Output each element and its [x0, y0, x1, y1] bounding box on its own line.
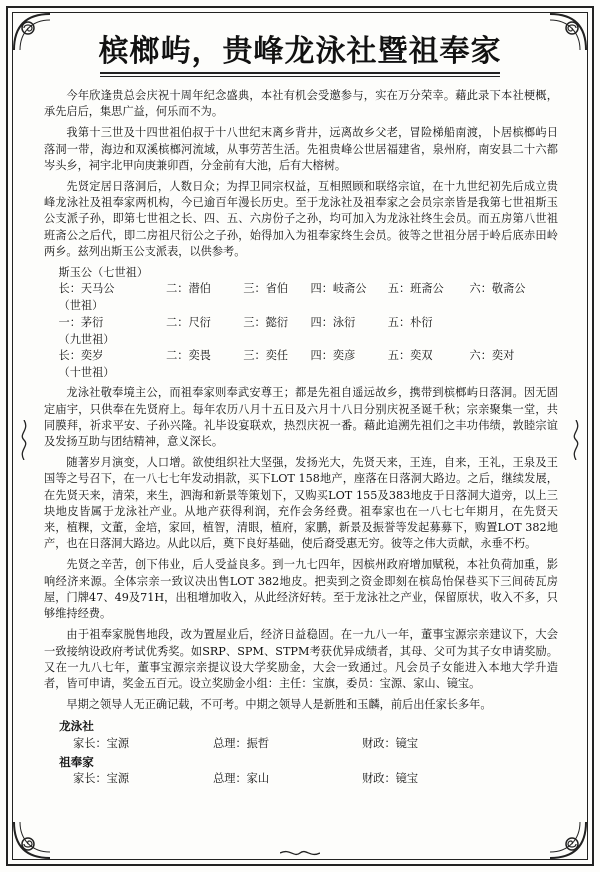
lineage-row-gen7: [44, 281, 558, 297]
lineage-cell: 三：省伯: [243, 282, 289, 296]
lineage-cell: 二：潜伯: [166, 282, 211, 296]
lineage-root: 斯玉公（七世祖）: [58, 266, 149, 280]
lineage-cell: 六：奕对: [469, 349, 515, 363]
paragraph: 由于祖奉家脱售地段，改为置屋业后，经济日益稳固。在一九八一年，董事宝源宗亲建议下，大会一致接纳设政府考试优秀奖。如SRP、SPM、STPM考获优异成绩者，其母、父可为其子女申请奖励。又在一九八七年，董事宝源宗亲提议设大学奖励金，大会一致通过。凡会员子女能进入本地大学升造者，皆可申请，奖金五百元。设立奖励金小组：主任：宝旗，委员：宝源、家山、镜宝。: [44, 628, 558, 690]
officer-treasurer: 财政：镜宝: [362, 736, 419, 750]
lineage-cell: 一：茅衍: [58, 315, 104, 329]
lineage-cell: 长：奕岁: [58, 349, 104, 363]
lineage-cell: 三：懿衍: [243, 315, 289, 329]
title-rule: [100, 72, 500, 77]
officer-row: [44, 771, 558, 787]
side-ornament-icon: [570, 420, 582, 460]
lineage-cell: 四：岐斋公: [310, 282, 367, 296]
corner-ornament-icon: [546, 818, 590, 862]
lineage-cell: 四：奕彦: [310, 349, 356, 363]
officer-manager: 总理：家山: [213, 771, 270, 785]
org-name: 祖奉家: [59, 754, 94, 769]
lineage-gen-label: （九世祖）: [58, 332, 115, 346]
officer-manager: 总理：振哲: [213, 736, 270, 750]
lineage-cell: 长：天马公: [58, 282, 115, 296]
lineage-cell: 二：尺衍: [166, 315, 211, 329]
corner-ornament-icon: [546, 10, 590, 54]
org-name: 龙泳社: [59, 719, 94, 734]
corner-ornament-icon: [10, 818, 54, 862]
lineage-gen-label: （十世祖）: [58, 366, 115, 380]
lineage-row-gen9: [44, 348, 558, 364]
page-title: 槟榔屿，贵峰龙泳社暨祖奉家: [98, 34, 502, 69]
paragraph: 今年欣逢贵总会庆祝十周年纪念盛典，本社有机会受邀参与，实在万分荣幸。藉此录下本社梗概，承先启后，集思广益，何乐而不为。: [44, 89, 558, 119]
lineage-cell: 五：奕双: [387, 349, 433, 363]
side-ornament-icon: [18, 420, 30, 460]
lineage-cell: 四：泳衍: [310, 315, 356, 329]
officer-head: 家长：宝源: [73, 771, 130, 785]
paragraph: 先贤之辛苦，创下伟业，后人受益良多。到一九七四年，因槟州政府增加赋税，本社负荷加重，影响经济来源。全体宗亲一致议决出售LOT 382地皮。把卖到之资金即刻在槟岛怡保巷买下三间砖瓦房屋，门牌47、49及71H，出租增加收入，从此经济好转。至于龙泳社之产业，保留原状，收入不多，只够维持经费。: [44, 558, 558, 621]
lineage-cell: 五：朴衍: [387, 315, 433, 329]
paragraph: 龙泳社敬奉境主公，而祖奉家则奉武安尊王；都是先祖自遥远故乡，携带到槟榔屿日落洞。因无固定庙宇，只供奉在先贤府上。每年农历八月十五日及六月十八日分别庆祝圣诞千秋；宗亲聚集一堂，共同膜拜，祈求平安、子孙兴隆。礼毕设宴联欢，热烈庆祝一番。藉此追溯先祖们之丰功伟绩，敦睦宗谊及发扬互助与团结精神，意义深长。: [44, 386, 558, 449]
corner-ornament-icon: [10, 10, 54, 54]
paragraph: 早期之领导人无正确记载，不可考。中期之领导人是新胜和玉麟，前后出任家长多年。: [66, 698, 492, 712]
lineage-cell: 三：奕任: [243, 349, 289, 363]
lineage-cell: 二：奕畏: [166, 349, 211, 363]
lineage-table: [44, 265, 558, 381]
officer-treasurer: 财政：镜宝: [362, 771, 419, 785]
officer-row: [44, 736, 558, 752]
lineage-cell: 六：敬斋公: [469, 282, 526, 296]
officer-head: 家长：宝源: [73, 736, 130, 750]
paragraph: 我第十三世及十四世祖伯叔于十八世纪末离乡背井，远离故乡父老，冒险梯船南渡，卜居槟榔屿日落洞一带，海边和双溪槟榔河流域，从事劳苦生活。先祖贵峰公世居福建省，泉州府，南安县二十六都岑头乡，祠宇北甲向庚兼卯酉，分金前有大池，后有大榕树。: [44, 126, 558, 172]
article-body: [44, 88, 558, 789]
lineage-gen-label: （世祖）: [58, 299, 104, 313]
officers-list: [44, 718, 558, 787]
bottom-ornament-icon: [280, 848, 320, 858]
lineage-cell: 五：班斋公: [387, 282, 444, 296]
paragraph: 先贤定居日落洞后，人数日众；为捍卫同宗权益，互相照顾和联络宗谊，在十九世纪初先后成立贵峰龙泳社及祖奉家两机构，今已逾百年漫长历史。至于龙泳社及祖奉家之会员宗亲皆是我第七世祖斯玉公支派子孙，即第七世祖之长、四、五、六房份子之孙，均可加入为龙泳社终生会员。而五房第八世祖班斋公之后代，即二房祖尺衍公之子孙，始得加入为祖奉家终生会员。彼等之世祖分居于岭后底赤田岭两乡。兹列出斯玉公支派表，以供参考。: [44, 180, 558, 258]
lineage-row-gen8: [44, 315, 558, 331]
paragraph: 随著岁月演变，人口增。欲使组织社大坚强，发扬光大，先贤天来，王连，自来，王礼，王泉及王国等之号召下，在一八七七年发动捐款，买下LOT 158地产，座落在日落洞大路边。之后，继续发展，在先贤天来，清荣，来生，泗海和新景等策划下，又购买LOT 155及383地皮于日落洞大道旁，以上三块地皮皆属于龙泳社产业。从地产获得利润，充作会务经费。祖奉家也在一八七七年期月，在先贤天来，植粿，文董，金培，家回，植智，清眼，植府，家鹏，新景及振誉等发起募募下，购置LOT 382地产，也在日落洞大路边。从此以后，奠下良好基础，使后裔受惠无穷。彼等之伟大贡献，永垂不朽。: [44, 456, 558, 551]
